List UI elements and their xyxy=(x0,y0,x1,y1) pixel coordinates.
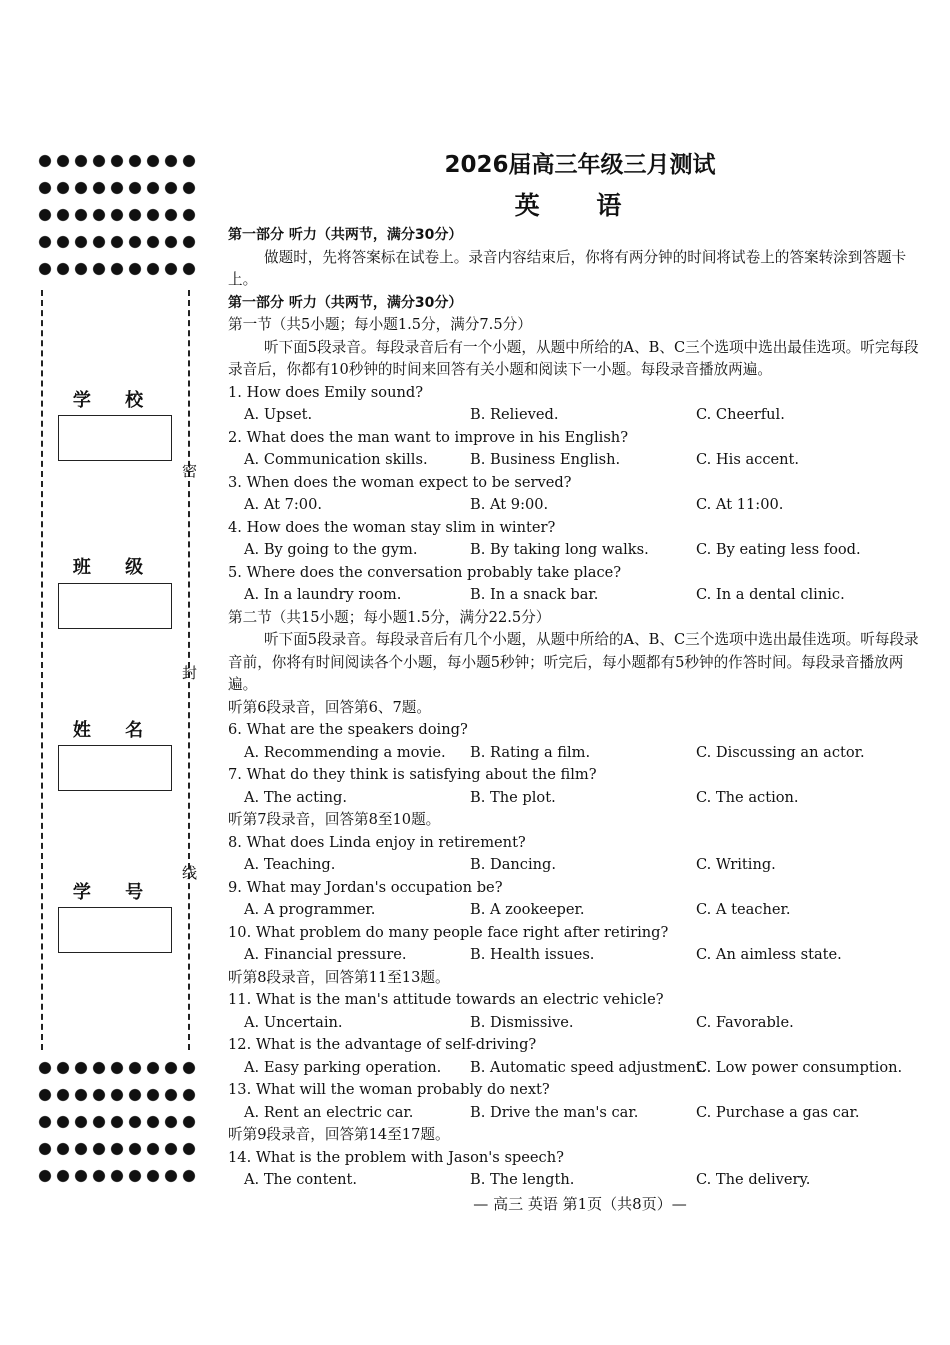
option-b[interactable]: B. Relieved. xyxy=(470,406,559,423)
dot-row xyxy=(36,1088,198,1102)
question-6: 6. What are the speakers doing? xyxy=(228,721,468,738)
option-c[interactable]: C. By eating less food. xyxy=(696,541,861,558)
section2-heading: 第二节（共15小题；每小题1.5分，满分22.5分） xyxy=(228,608,551,626)
school-label: 学 校 xyxy=(72,390,158,411)
class-field[interactable] xyxy=(58,583,172,629)
option-b[interactable]: B. The length. xyxy=(470,1171,575,1188)
option-a[interactable]: A. The content. xyxy=(244,1171,357,1188)
name-label: 姓 名 xyxy=(72,720,158,741)
question-5: 5. Where does the conversation probably take place? xyxy=(228,563,622,581)
option-c[interactable]: C. Cheerful. xyxy=(696,406,785,423)
seal-char-mi: 密 xyxy=(182,462,198,480)
dot-row xyxy=(36,1115,198,1129)
exam-title: 2026届高三年级三月测试 xyxy=(444,152,716,178)
dot-row xyxy=(36,181,198,195)
dot-row xyxy=(36,154,198,168)
question-10: 10. What problem do many people face right after retiring? xyxy=(228,923,669,941)
question-13: 13. What will the woman probably do next? xyxy=(228,1081,550,1098)
option-a[interactable]: A. The acting. xyxy=(244,788,348,806)
group-6-instruction: 听第6段录音，回答第6、7题。 xyxy=(228,698,431,716)
option-b[interactable]: B. Drive the man's car. xyxy=(470,1103,639,1121)
options-8 xyxy=(228,854,930,877)
options-5 xyxy=(228,584,930,607)
part1-instruction: 做题时，先将答案标在试卷上。录音内容结束后，你将有两分钟的时间将试卷上的答案转涂到答题卡上。 xyxy=(228,248,907,288)
question-1: 1. How does Emily sound? xyxy=(228,383,424,401)
option-a[interactable]: A. A programmer. xyxy=(244,901,376,918)
dot-row xyxy=(36,208,198,222)
option-a[interactable]: A. By going to the gym. xyxy=(244,541,418,558)
school-field[interactable] xyxy=(58,415,172,461)
options-1 xyxy=(228,404,930,427)
options-14 xyxy=(228,1169,930,1192)
options-13 xyxy=(228,1102,930,1125)
page-footer: — 高三 英语 第1页（共8页）— xyxy=(473,1195,687,1213)
option-a[interactable]: A. Uncertain. xyxy=(244,1013,343,1031)
option-a[interactable]: A. Financial pressure. xyxy=(244,946,407,963)
option-b[interactable]: B. Dancing. xyxy=(470,856,557,873)
option-a[interactable]: A. Teaching. xyxy=(244,856,336,873)
exam-content xyxy=(228,224,930,1192)
dot-row xyxy=(36,1061,198,1075)
option-b[interactable]: B. By taking long walks. xyxy=(470,541,649,558)
option-c[interactable]: C. Writing. xyxy=(696,856,776,873)
seal-char-xian: 线 xyxy=(182,864,198,882)
binding-sidebar xyxy=(0,0,215,1345)
option-c[interactable]: C. Discussing an actor. xyxy=(696,743,865,761)
options-3 xyxy=(228,494,930,517)
option-a[interactable]: A. Easy parking operation. xyxy=(244,1058,442,1076)
option-b[interactable]: B. At 9:00. xyxy=(470,496,549,513)
section1-instruction: 听下面5段录音。每段录音后有一个小题，从题中所给的A、B、C三个选项中选出最佳选项。听完每段录音后，你都有10秒钟的时间来回答有关小题和阅读下一小题。每段录音播放两遍。 xyxy=(228,338,919,378)
section2-instruction: 听下面5段录音。每段录音后有几个小题，从题中所给的A、B、C三个选项中选出最佳选项。听每段录音前，你将有时间阅读各个小题，每小题5秒钟；听完后，每小题都有5秒钟的作答时间。每段录音播放两遍。 xyxy=(228,631,919,693)
question-11: 11. What is the man's attitude towards an electric vehicle? xyxy=(228,991,664,1008)
option-a[interactable]: A. At 7:00. xyxy=(244,496,323,513)
option-c[interactable]: C. Low power consumption. xyxy=(696,1058,903,1076)
question-12: 12. What is the advantage of self-driving? xyxy=(228,1036,537,1053)
option-a[interactable]: A. Communication skills. xyxy=(244,451,428,468)
option-b[interactable]: B. In a snack bar. xyxy=(470,586,599,603)
options-4 xyxy=(228,539,930,562)
seal-dashed-line-left xyxy=(41,290,43,1050)
dot-row xyxy=(36,1142,198,1156)
option-b[interactable]: B. A zookeeper. xyxy=(470,901,585,918)
question-7: 7. What do they think is satisfying about the film? xyxy=(228,766,597,783)
option-a[interactable]: A. Upset. xyxy=(244,406,313,423)
options-2 xyxy=(228,449,930,472)
student-id-label: 学 号 xyxy=(72,882,158,903)
question-3: 3. When does the woman expect to be served? xyxy=(228,473,572,491)
option-b[interactable]: B. Rating a film. xyxy=(470,743,591,761)
option-b[interactable]: B. Business English. xyxy=(470,451,621,468)
option-c[interactable]: C. A teacher. xyxy=(696,901,791,918)
question-14: 14. What is the problem with Jason's speech? xyxy=(228,1148,564,1166)
part1-heading: 第一部分 听力（共两节，满分30分） xyxy=(228,227,463,243)
option-c[interactable]: C. An aimless state. xyxy=(696,946,842,963)
options-11 xyxy=(228,1012,930,1035)
option-c[interactable]: C. The action. xyxy=(696,788,799,806)
dot-row xyxy=(36,235,198,249)
class-label: 班 级 xyxy=(72,557,158,578)
option-a[interactable]: A. In a laundry room. xyxy=(244,586,402,603)
option-c[interactable]: C. The delivery. xyxy=(696,1171,811,1188)
option-b[interactable]: B. Health issues. xyxy=(470,946,595,963)
question-4: 4. How does the woman stay slim in winter? xyxy=(228,518,556,536)
dot-row xyxy=(36,262,198,276)
option-b[interactable]: B. Automatic speed adjustment. xyxy=(470,1058,707,1076)
seal-char-feng: 封 xyxy=(182,664,198,682)
option-b[interactable]: B. Dismissive. xyxy=(470,1013,574,1031)
options-6 xyxy=(228,742,930,765)
name-field[interactable] xyxy=(58,745,172,791)
section1-heading: 第一节（共5小题；每小题1.5分，满分7.5分） xyxy=(228,316,532,333)
option-c[interactable]: C. Purchase a gas car. xyxy=(696,1103,860,1121)
group-7-instruction: 听第7段录音，回答第8至10题。 xyxy=(228,811,441,828)
option-c[interactable]: C. Favorable. xyxy=(696,1013,794,1031)
option-a[interactable]: A. Recommending a movie. xyxy=(244,743,446,761)
options-10 xyxy=(228,944,930,967)
option-a[interactable]: A. Rent an electric car. xyxy=(244,1103,414,1121)
question-2: 2. What does the man want to improve in his English? xyxy=(228,428,629,446)
question-9: 9. What may Jordan's occupation be? xyxy=(228,878,503,896)
option-c[interactable]: C. His accent. xyxy=(696,451,800,468)
dot-row xyxy=(36,1169,198,1183)
group-8-instruction: 听第8段录音，回答第11至13题。 xyxy=(228,968,450,986)
option-c[interactable]: C. In a dental clinic. xyxy=(696,586,845,603)
group-9-instruction: 听第9段录音，回答第14至17题。 xyxy=(228,1126,450,1143)
options-12 xyxy=(228,1057,930,1080)
options-9 xyxy=(228,899,930,922)
question-8: 8. What does Linda enjoy in retirement? xyxy=(228,833,526,851)
option-c[interactable]: C. At 11:00. xyxy=(696,496,784,513)
exam-subject: 英 语 xyxy=(514,191,646,220)
option-b[interactable]: B. The plot. xyxy=(470,788,556,806)
student-id-field[interactable] xyxy=(58,907,172,953)
options-7 xyxy=(228,787,930,810)
part1-heading-repeat: 第一部分 听力（共两节，满分30分） xyxy=(228,294,463,311)
